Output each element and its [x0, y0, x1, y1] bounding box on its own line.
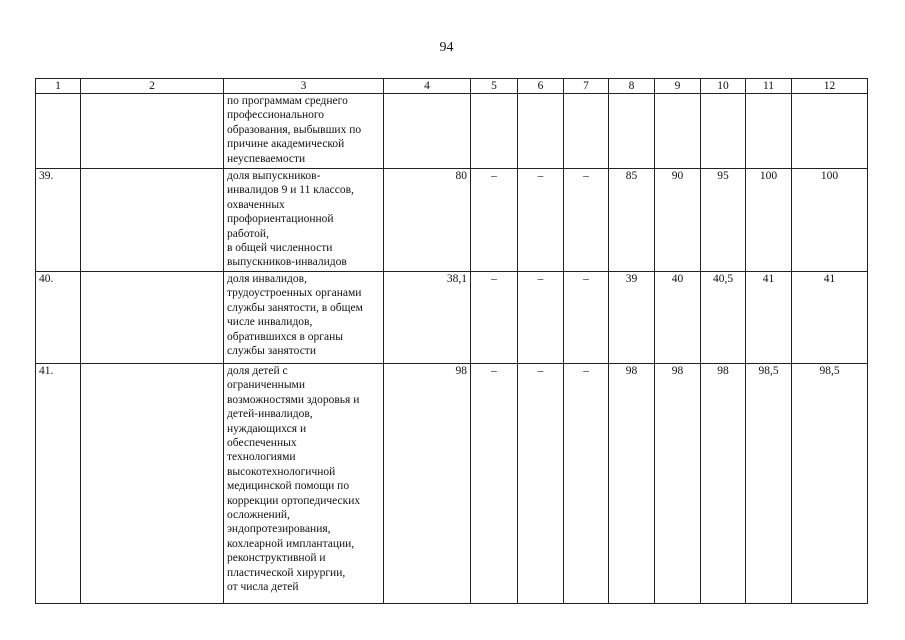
value-cell-col5: – — [471, 272, 518, 364]
row-number: 40. — [36, 272, 81, 364]
value-cell-col4: 80 — [384, 169, 471, 272]
description-line: доля инвалидов, — [227, 273, 307, 285]
header-cell: 3 — [224, 79, 384, 94]
table-row — [36, 364, 868, 604]
value-cell-col7: – — [564, 364, 609, 604]
value-cell-col11: 41 — [746, 272, 792, 364]
table-row — [36, 169, 868, 272]
value-cell-col5: – — [471, 169, 518, 272]
description-line: нуждающихся и — [227, 422, 307, 435]
row-number: 39. — [36, 169, 81, 272]
description-line: охваченных — [227, 198, 285, 211]
description-line: выпускников-инвалидов — [227, 256, 347, 269]
value-cell-col10: 98 — [701, 364, 746, 604]
value-cell-col10: 40,5 — [701, 272, 746, 364]
description-line: пластической хирургии, — [227, 566, 346, 579]
description-line: ограниченными — [227, 379, 305, 392]
header-cell: 11 — [746, 79, 792, 94]
description-line: трудоустроенных органами — [227, 287, 362, 300]
value-cell-col6 — [518, 94, 564, 169]
col2-cell — [81, 364, 224, 604]
value-cell-col7 — [564, 94, 609, 169]
description-line: службы занятости — [227, 345, 316, 358]
description-line: эндопротезирования, — [227, 523, 331, 536]
value-cell-col4 — [384, 94, 471, 169]
value-cell-col8 — [609, 94, 655, 169]
value-cell-col6: – — [518, 364, 564, 604]
indicators-table — [35, 78, 868, 604]
value-cell-col7: – — [564, 169, 609, 272]
value-cell-col10: 95 — [701, 169, 746, 272]
description-line: осложнений, — [227, 509, 290, 522]
value-cell-col5: – — [471, 364, 518, 604]
value-cell-col8: 85 — [609, 169, 655, 272]
description-line: доля детей с — [227, 365, 288, 377]
description-line: неуспеваемости — [227, 152, 306, 165]
description-line: возможностями здоровья и — [227, 393, 360, 406]
description-line: инвалидов 9 и 11 классов, — [227, 184, 354, 197]
description-line: технологиями — [227, 451, 296, 464]
description-line: по программам среднего — [227, 95, 348, 107]
value-cell-col9 — [655, 94, 701, 169]
description-line: работой, — [227, 227, 269, 240]
header-cell: 2 — [81, 79, 224, 94]
table-body — [36, 94, 868, 604]
value-cell-col7: – — [564, 272, 609, 364]
description-line: от числа детей — [227, 581, 299, 594]
header-cell: 5 — [471, 79, 518, 94]
row-number — [36, 94, 81, 169]
indicator-description — [224, 364, 384, 604]
description-line: причине академической — [227, 138, 345, 151]
row-number: 41. — [36, 364, 81, 604]
value-cell-col6: – — [518, 272, 564, 364]
value-cell-col10 — [701, 94, 746, 169]
header-cell: 4 — [384, 79, 471, 94]
indicator-description — [224, 169, 384, 272]
value-cell-col5 — [471, 94, 518, 169]
description-line: профессионального — [227, 109, 325, 122]
value-cell-col4: 38,1 — [384, 272, 471, 364]
description-line: кохлеарной имплантации, — [227, 537, 355, 550]
description-line: реконструктивной и — [227, 552, 326, 565]
table-row — [36, 272, 868, 364]
header-cell: 1 — [36, 79, 81, 94]
description-line: детей-инвалидов, — [227, 408, 313, 421]
page-number: 94 — [439, 40, 454, 55]
header-cell: 12 — [792, 79, 868, 94]
value-cell-col11: 98,5 — [746, 364, 792, 604]
table-row — [36, 94, 868, 169]
description-line: в общей численности — [227, 242, 333, 255]
description-line: службы занятости, в общем — [227, 301, 363, 314]
header-cell: 7 — [564, 79, 609, 94]
description-line: образования, выбывших по — [227, 123, 362, 136]
col2-cell — [81, 169, 224, 272]
col2-cell — [81, 272, 224, 364]
value-cell-col8: 98 — [609, 364, 655, 604]
value-cell-col11: 100 — [746, 169, 792, 272]
value-cell-col12 — [792, 94, 868, 169]
indicator-description — [224, 94, 384, 169]
header-cell: 6 — [518, 79, 564, 94]
value-cell-col12: 98,5 — [792, 364, 868, 604]
value-cell-col8: 39 — [609, 272, 655, 364]
description-line: медицинской помощи по — [227, 480, 350, 493]
header-cell: 10 — [701, 79, 746, 94]
value-cell-col12: 41 — [792, 272, 868, 364]
indicator-description — [224, 272, 384, 364]
description-line: обеспеченных — [227, 437, 297, 450]
value-cell-col4: 98 — [384, 364, 471, 604]
value-cell-col9: 40 — [655, 272, 701, 364]
description-line: высокотехнологичной — [227, 465, 336, 478]
description-line: коррекции ортопедических — [227, 494, 361, 507]
header-cell: 8 — [609, 79, 655, 94]
value-cell-col9: 98 — [655, 364, 701, 604]
description-line: обратившихся в органы — [227, 330, 343, 343]
header-cell: 9 — [655, 79, 701, 94]
description-line: профориентационной — [227, 213, 334, 226]
value-cell-col6: – — [518, 169, 564, 272]
value-cell-col11 — [746, 94, 792, 169]
header-row — [36, 79, 868, 94]
value-cell-col12: 100 — [792, 169, 868, 272]
value-cell-col9: 90 — [655, 169, 701, 272]
description-line: числе инвалидов, — [227, 316, 313, 329]
description-line: доля выпускников- — [227, 170, 321, 182]
col2-cell — [81, 94, 224, 169]
